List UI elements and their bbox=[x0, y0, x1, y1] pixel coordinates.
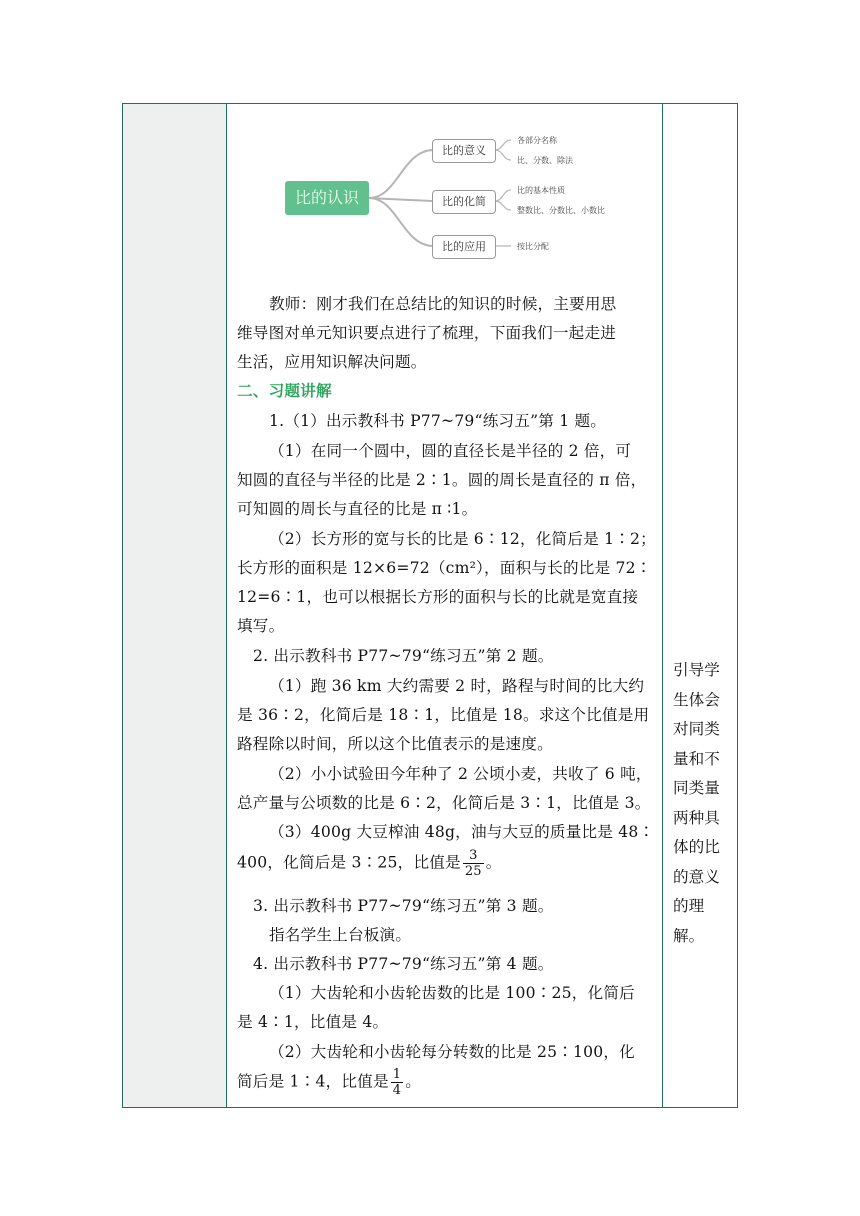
lesson-table bbox=[122, 103, 738, 1108]
notes-column bbox=[662, 104, 737, 1107]
paragraph-line: 3. 出示教科书 P77~79“练习五”第 3 题。 bbox=[253, 897, 554, 915]
paragraph-line: 2. 出示教科书 P77~79“练习五”第 2 题。 bbox=[253, 647, 554, 665]
fraction-denominator: 25 bbox=[464, 864, 482, 879]
mind-map-branch: 比的应用 bbox=[432, 235, 496, 259]
section-heading: 二、习题讲解 bbox=[237, 382, 332, 400]
line-text: 400，化简后是 3∶25，比值是 bbox=[237, 853, 461, 872]
paragraph-line: 12=6∶1，也可以根据长方形的面积与长的比就是宽直接 bbox=[237, 588, 639, 606]
fraction-denominator: 4 bbox=[392, 1083, 402, 1098]
paragraph-line: 知圆的直径与半径的比是 2∶1。圆的周长是直径的 π 倍， bbox=[237, 471, 647, 489]
paragraph-line: 总产量与公顷数的比是 6∶2，化简后是 3∶1，比值是 3。 bbox=[237, 794, 651, 812]
paragraph-line: 4. 出示教科书 P77~79“练习五”第 4 题。 bbox=[253, 955, 554, 973]
paragraph-line: 长方形的面积是 12×6=72（cm²），面积与长的比是 72∶ bbox=[237, 559, 652, 577]
mind-map-leaf: 比、分数、除法 bbox=[517, 156, 573, 165]
paragraph-line: 生活，应用知识解决问题。 bbox=[237, 353, 427, 371]
mind-map bbox=[227, 104, 664, 274]
paragraph-line: 是 4∶1，比值是 4。 bbox=[237, 1013, 389, 1031]
fraction bbox=[391, 1067, 403, 1098]
paragraph-line: （2）长方形的宽与长的比是 6∶12，化简后是 1∶2； bbox=[269, 530, 656, 548]
design-intent-note: 引导学生体会对同类量和不同类量两种具体的比的意义的理解。 bbox=[673, 661, 720, 945]
paragraph-line: 指名学生上台板演。 bbox=[269, 926, 412, 944]
paragraph-line-with-fraction bbox=[237, 1067, 421, 1098]
fraction-numerator: 3 bbox=[463, 848, 484, 864]
fraction bbox=[463, 848, 484, 879]
mind-map-branch: 比的意义 bbox=[432, 139, 496, 163]
paragraph-line: （2）小小试验田今年种了 2 公顷小麦，共收了 6 吨， bbox=[269, 765, 652, 783]
paragraph-line: 填写。 bbox=[237, 617, 285, 635]
line-text: 简后是 1∶4，比值是 bbox=[237, 1072, 389, 1091]
paragraph-line: （2）大齿轮和小齿轮每分转数的比是 25∶100，化 bbox=[269, 1043, 635, 1061]
mind-map-leaf: 各部分名称 bbox=[517, 136, 557, 145]
paragraph-line-with-fraction bbox=[237, 848, 502, 879]
paragraph-line: 维导图对单元知识要点进行了梳理，下面我们一起走进 bbox=[237, 324, 617, 342]
paragraph-line: （1）跑 36 km 大约需要 2 时，路程与时间的比大约 bbox=[269, 677, 645, 695]
paragraph-line: （3）400g 大豆榨油 48g，油与大豆的质量比是 48∶ bbox=[269, 823, 655, 841]
content-column bbox=[227, 104, 664, 1107]
line-text: 。 bbox=[405, 1072, 422, 1091]
paragraph-line: （1）大齿轮和小齿轮齿数的比是 100∶25，化简后 bbox=[269, 984, 635, 1002]
paragraph-line: 教师：刚才我们在总结比的知识的时候，主要用思 bbox=[269, 295, 617, 313]
mind-map-root: 比的认识 bbox=[285, 181, 369, 215]
left-column bbox=[123, 104, 227, 1107]
mind-map-branch: 比的化简 bbox=[432, 190, 496, 214]
line-text: 。 bbox=[485, 853, 502, 872]
mind-map-leaf: 比的基本性质 bbox=[517, 186, 565, 195]
paragraph-line: 可知圆的周长与直径的比是 π ∶1。 bbox=[237, 500, 478, 518]
fraction-numerator: 1 bbox=[392, 1067, 402, 1082]
mind-map-leaf: 按比分配 bbox=[517, 242, 549, 251]
mind-map-leaf: 整数比、分数比、小数比 bbox=[517, 206, 605, 215]
paragraph-line: （1）在同一个圆中，圆的直径长是半径的 2 倍，可 bbox=[269, 442, 632, 460]
paragraph-line: 是 36∶2，化简后是 18∶1，比值是 18。求这个比值是用 bbox=[237, 706, 650, 724]
paragraph-line: 1.（1）出示教科书 P77~79“练习五”第 1 题。 bbox=[269, 412, 607, 430]
paragraph-line: 路程除以时间，所以这个比值表示的是速度。 bbox=[237, 735, 553, 753]
